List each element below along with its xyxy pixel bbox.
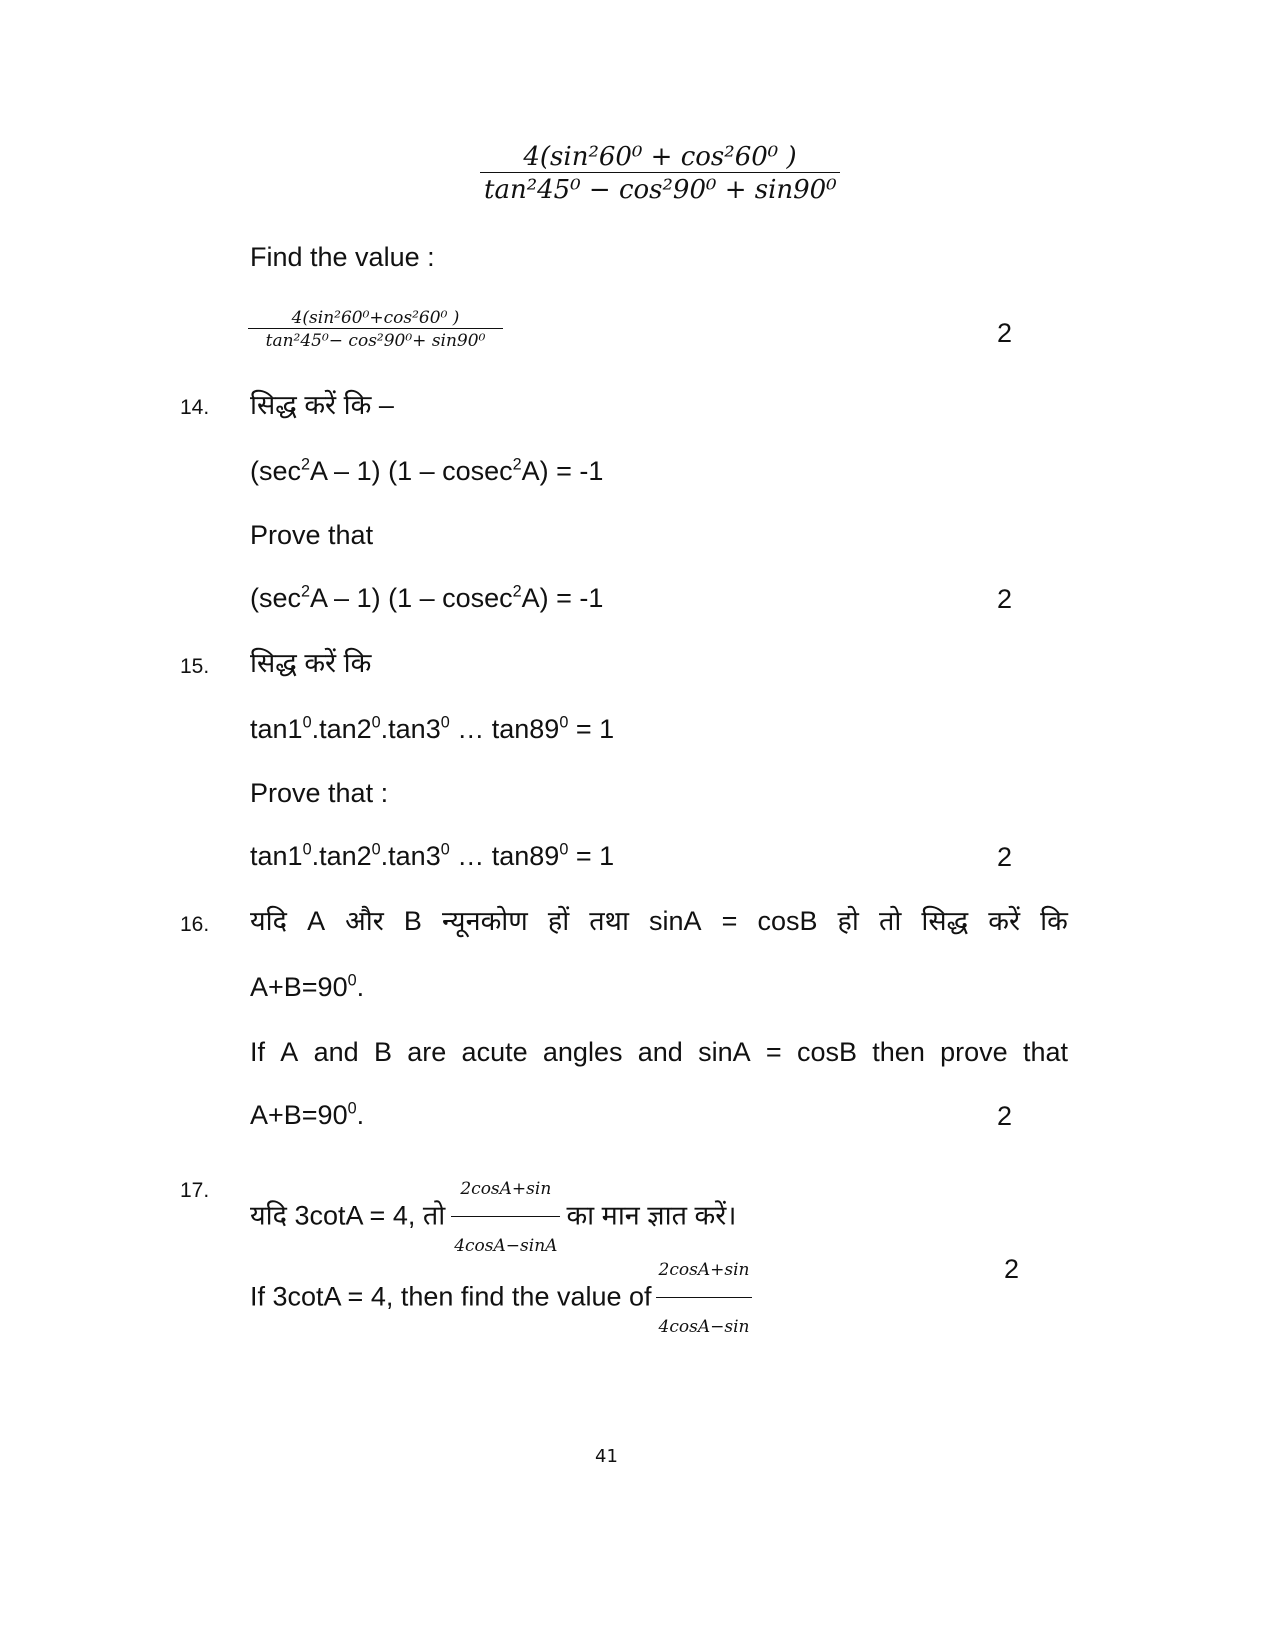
q16-hindi-word: तो — [878, 906, 902, 936]
q16-english-word: that — [1022, 1037, 1068, 1067]
page-number: 41 — [595, 1446, 618, 1467]
q16-hindi-word: करें — [988, 906, 1021, 936]
q16-english-word: sinA — [698, 1037, 751, 1067]
q15-number: 15. — [180, 655, 210, 678]
q13-fraction — [248, 308, 503, 351]
q16-english-line2: $A+B=90^0$. — [250, 1099, 365, 1130]
q17-english-fraction-denominator: 4cosA−sin — [656, 1297, 753, 1354]
q14-expr-hindi: $(\sec^2A - 1)$ (1 – cosec$^2$A) = -1 — [250, 455, 604, 486]
q16-hindi-word: A — [307, 906, 326, 936]
q17-hindi-suffix: का मान ज्ञात करें। — [566, 1200, 737, 1231]
q16-english-word: and — [313, 1037, 359, 1067]
q16-hindi-word: तथा — [589, 906, 629, 936]
q16-english-word: acute — [461, 1037, 528, 1067]
q16-english-word: If — [250, 1037, 266, 1067]
q15-expr-english: $\tan 1^0.\tan 2^0.\tan 3^0$ … $\tan 89^0 = 1$ — [250, 840, 615, 871]
q15-english: Prove that : — [250, 778, 389, 808]
q16-english-word: then — [872, 1037, 925, 1067]
q15-marks: 2 — [997, 842, 1013, 872]
q16-english-word: angles — [542, 1037, 623, 1067]
q16-english-word: are — [407, 1037, 447, 1067]
q16-hindi-word: और — [345, 906, 384, 936]
q16-hindi-word: न्यूनकोण — [441, 906, 528, 936]
top-fraction-denominator: tan²45⁰ − cos²90⁰ + sin90⁰ — [480, 172, 840, 205]
q17-hindi-prefix: यदि 3cotA = 4, तो — [250, 1200, 446, 1231]
q16-hindi-word: यदि — [250, 906, 287, 936]
q16-hindi-word: कि — [1040, 906, 1068, 936]
q16-hindi-word: B — [403, 906, 422, 936]
q16-hindi-word: हों — [547, 906, 570, 936]
q17-marks: 2 — [1004, 1254, 1020, 1284]
q16-english-word: and — [637, 1037, 683, 1067]
q17-number: 17. — [180, 1179, 210, 1202]
q14-number: 14. — [180, 396, 210, 419]
q16-english-line — [250, 1039, 1068, 1066]
top-fraction — [480, 142, 840, 205]
q13-label: Find the value : — [250, 242, 435, 272]
q14-marks: 2 — [997, 584, 1013, 614]
q16-hindi-word: हो — [837, 906, 859, 936]
q16-english-word: A — [280, 1037, 299, 1067]
q17-english-line — [250, 1243, 758, 1354]
q16-hindi-word: = — [721, 906, 738, 936]
q16-hindi-line — [250, 908, 1068, 935]
q15-hindi: सिद्ध करें कि — [250, 648, 372, 678]
q15-expr-hindi: $\tan 1^0.\tan 2^0.\tan 3^0$ … $\tan 89^0 = 1$ — [250, 713, 615, 744]
q16-english-word: cosB — [796, 1037, 857, 1067]
q17-english-fraction — [656, 1243, 753, 1354]
q13-marks: 2 — [997, 318, 1013, 348]
q14-expr-english: $(\sec^2A - 1)$ (1 – cosec$^2$A) = -1 — [250, 582, 604, 613]
q13-fraction-denominator: tan²45⁰− cos²90⁰+ sin90⁰ — [248, 328, 503, 351]
q17-hindi-fraction-denominator: 4cosA−sinA — [451, 1216, 560, 1273]
q16-marks: 2 — [997, 1101, 1013, 1131]
top-fraction-numerator: 4(sin²60⁰ + cos²60⁰ ) — [523, 142, 797, 172]
q17-english-prefix: If 3cotA = 4, then find the value of — [250, 1281, 652, 1312]
q13-fraction-numerator: 4(sin²60⁰+cos²60⁰ ) — [291, 308, 460, 328]
q14-hindi: सिद्ध करें कि – — [250, 390, 394, 420]
q16-english-word: B — [373, 1037, 392, 1067]
q16-english-word: = — [765, 1037, 782, 1067]
q17-english-fraction-numerator: 2cosA+sin — [658, 1260, 750, 1280]
q14-english: Prove that — [250, 520, 374, 550]
q16-number: 16. — [180, 913, 210, 936]
q16-hindi-word: sinA — [649, 906, 702, 936]
q16-hindi-word: cosB — [757, 906, 818, 936]
q16-hindi-word: सिद्ध — [921, 906, 969, 936]
q16-hindi-line2: $A+B=90^0$. — [250, 971, 365, 1002]
q17-hindi-fraction-numerator: 2cosA+sin — [460, 1179, 552, 1199]
q16-english-word: prove — [940, 1037, 1008, 1067]
